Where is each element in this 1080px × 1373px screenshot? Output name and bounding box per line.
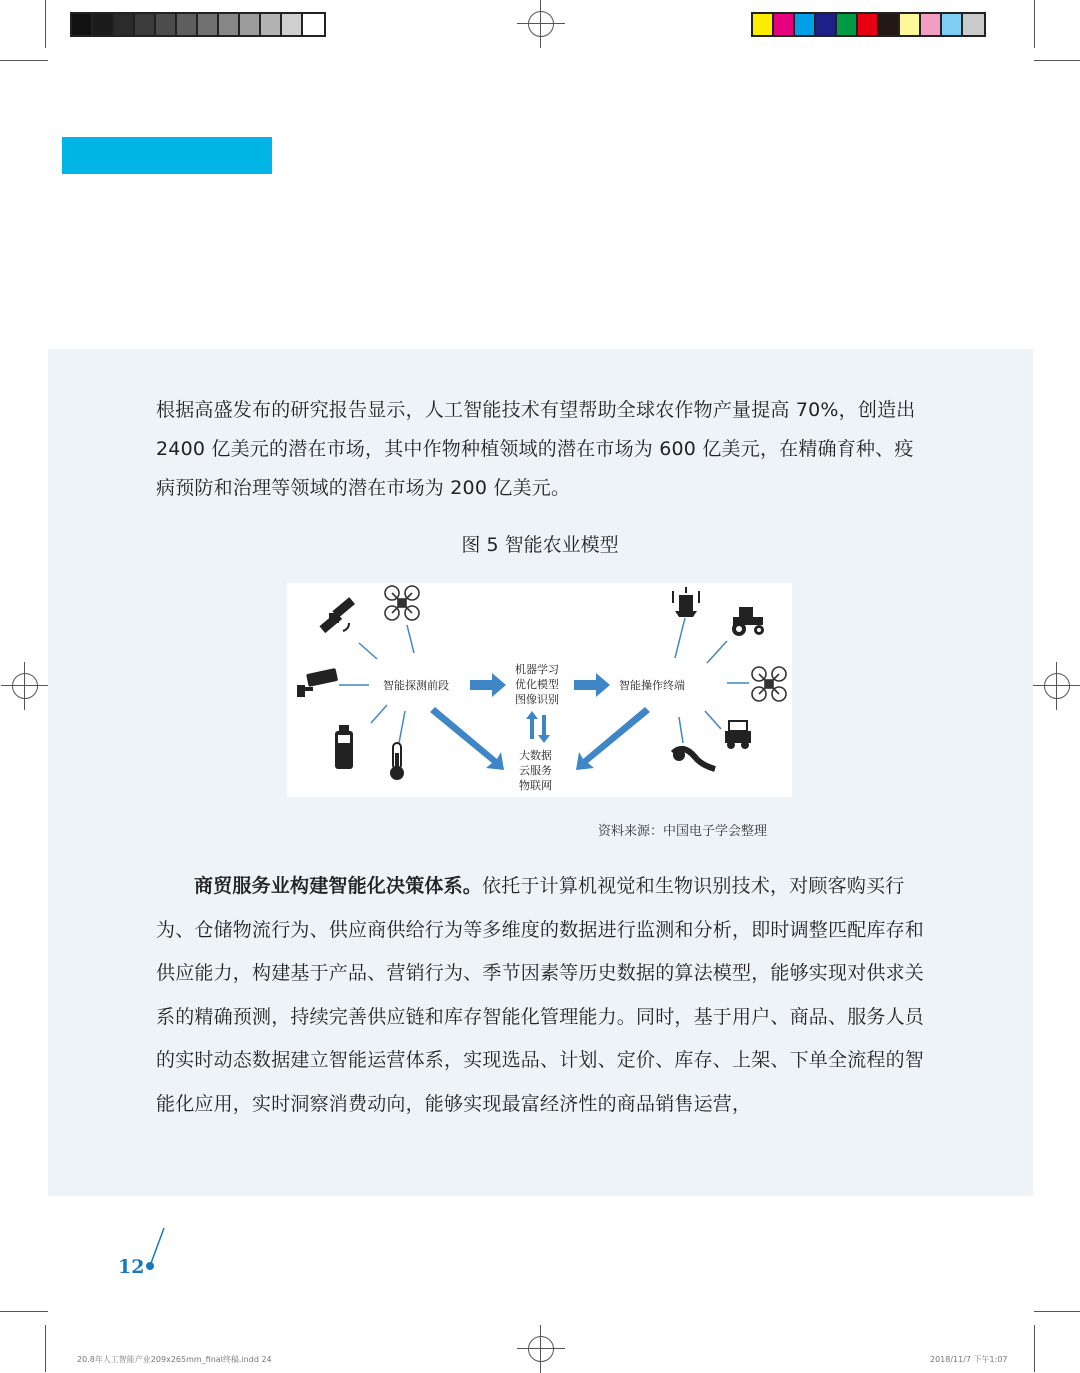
crop-mark bbox=[0, 60, 48, 61]
center-top-line-2: 优化模型 bbox=[515, 678, 559, 691]
irrigation-sprayer-icon bbox=[673, 587, 699, 617]
registration-target-bottom bbox=[528, 1336, 554, 1362]
gray-swatch bbox=[135, 14, 156, 35]
crop-mark bbox=[1034, 60, 1080, 61]
gray-swatch bbox=[282, 14, 303, 35]
satellite-icon bbox=[319, 597, 355, 633]
right-node-label: 智能操作终端 bbox=[619, 679, 685, 692]
color-swatch bbox=[858, 14, 879, 35]
arrow-down bbox=[538, 715, 550, 743]
spoke-lines-right bbox=[675, 618, 749, 743]
section-lead: 商贸服务业构建智能化决策体系。 bbox=[194, 875, 483, 897]
crop-mark bbox=[1034, 0, 1035, 48]
tractor-icon bbox=[732, 607, 764, 636]
needle-decoration bbox=[140, 1226, 170, 1276]
color-swatch bbox=[942, 14, 963, 35]
registration-target-top bbox=[528, 11, 554, 37]
crop-mark bbox=[45, 1325, 46, 1372]
section-header-bar bbox=[62, 137, 272, 174]
gray-swatch bbox=[240, 14, 261, 35]
registration-target-left bbox=[12, 673, 38, 699]
crop-mark bbox=[0, 1311, 48, 1312]
figure-source: 资料来源：中国电子学会整理 bbox=[598, 824, 768, 839]
arrow-diag-right bbox=[576, 707, 650, 770]
color-swatch bbox=[921, 14, 942, 35]
color-swatch bbox=[837, 14, 858, 35]
robot-icon bbox=[725, 721, 751, 749]
center-bottom-line-1: 大数据 bbox=[519, 749, 552, 762]
footer-file-name: 20.8年人工智能产业209x265mm_final终稿.indd 24 bbox=[77, 1355, 272, 1364]
diagram-svg bbox=[287, 583, 792, 797]
crop-mark bbox=[1034, 1325, 1035, 1372]
color-swatch-strip bbox=[751, 12, 986, 37]
crop-mark bbox=[45, 0, 46, 48]
section-body: 依托于计算机视觉和生物识别技术，对顾客购买行为、仓储物流行为、供应商供给行为等多维度的数据进行监测和分析，即时调整匹配库存和供应能力，构建基于产品、营销行为、季节因素等历史数据的算法模型，能够实现对供求关系的精确预测，持续完善供应链和库存智能化管理能力。同时，基于用户、商品、服务人员的实时动态数据建立智能运营体系，实现选品、计划、定价、库存、上架、下单全流程的智能化应用，实时洞察消费动向，能够实现最富经济性的商品销售运营， bbox=[156, 875, 925, 1115]
center-top-line-1: 机器学习 bbox=[515, 663, 559, 676]
camera-icon bbox=[297, 668, 338, 697]
arrow-diag-left bbox=[430, 707, 504, 770]
gray-swatch bbox=[177, 14, 198, 35]
color-swatch bbox=[774, 14, 795, 35]
gray-swatch bbox=[72, 14, 93, 35]
color-swatch bbox=[816, 14, 837, 35]
arrow-up bbox=[526, 711, 538, 739]
sensor-device-icon bbox=[335, 725, 353, 769]
gray-swatch bbox=[198, 14, 219, 35]
gray-swatch bbox=[156, 14, 177, 35]
arrow-right-2 bbox=[574, 673, 610, 697]
color-swatch bbox=[963, 14, 984, 35]
color-swatch bbox=[879, 14, 900, 35]
figure-caption: 图 5 智能农业模型 bbox=[461, 534, 619, 556]
crop-mark bbox=[1034, 1311, 1080, 1312]
section-paragraph bbox=[156, 865, 932, 1126]
page-number: 12 bbox=[118, 1256, 145, 1278]
arrow-right-1 bbox=[470, 673, 506, 697]
gray-swatch bbox=[261, 14, 282, 35]
drone-icon bbox=[385, 586, 419, 620]
center-bottom-line-2: 云服务 bbox=[519, 764, 552, 777]
drone-icon-right bbox=[752, 667, 786, 701]
grayscale-swatch-strip bbox=[70, 12, 326, 37]
footer-date: 2018/11/7 下午1:07 bbox=[930, 1355, 1008, 1364]
color-swatch bbox=[753, 14, 774, 35]
color-swatch bbox=[795, 14, 816, 35]
intro-paragraph: 根据高盛发布的研究报告显示，人工智能技术有望帮助全球农作物产量提高 70%，创造出 2400 亿美元的潜在市场，其中作物种植领域的潜在市场为 600 亿美元，在精确育种、疫病预防和治理等领域的潜在市场为 200 亿美元。 bbox=[156, 399, 916, 499]
gray-swatch bbox=[93, 14, 114, 35]
harvest-nozzle-icon bbox=[673, 749, 715, 769]
thermometer-icon bbox=[390, 743, 404, 780]
gray-swatch bbox=[219, 14, 240, 35]
gray-swatch bbox=[114, 14, 135, 35]
registration-target-right bbox=[1044, 673, 1070, 699]
gray-swatch bbox=[303, 14, 324, 35]
smart-agriculture-diagram bbox=[287, 583, 792, 797]
center-bottom-line-3: 物联网 bbox=[519, 779, 552, 792]
center-top-line-3: 图像识别 bbox=[515, 693, 559, 706]
left-node-label: 智能探测前段 bbox=[383, 679, 449, 692]
color-swatch bbox=[900, 14, 921, 35]
